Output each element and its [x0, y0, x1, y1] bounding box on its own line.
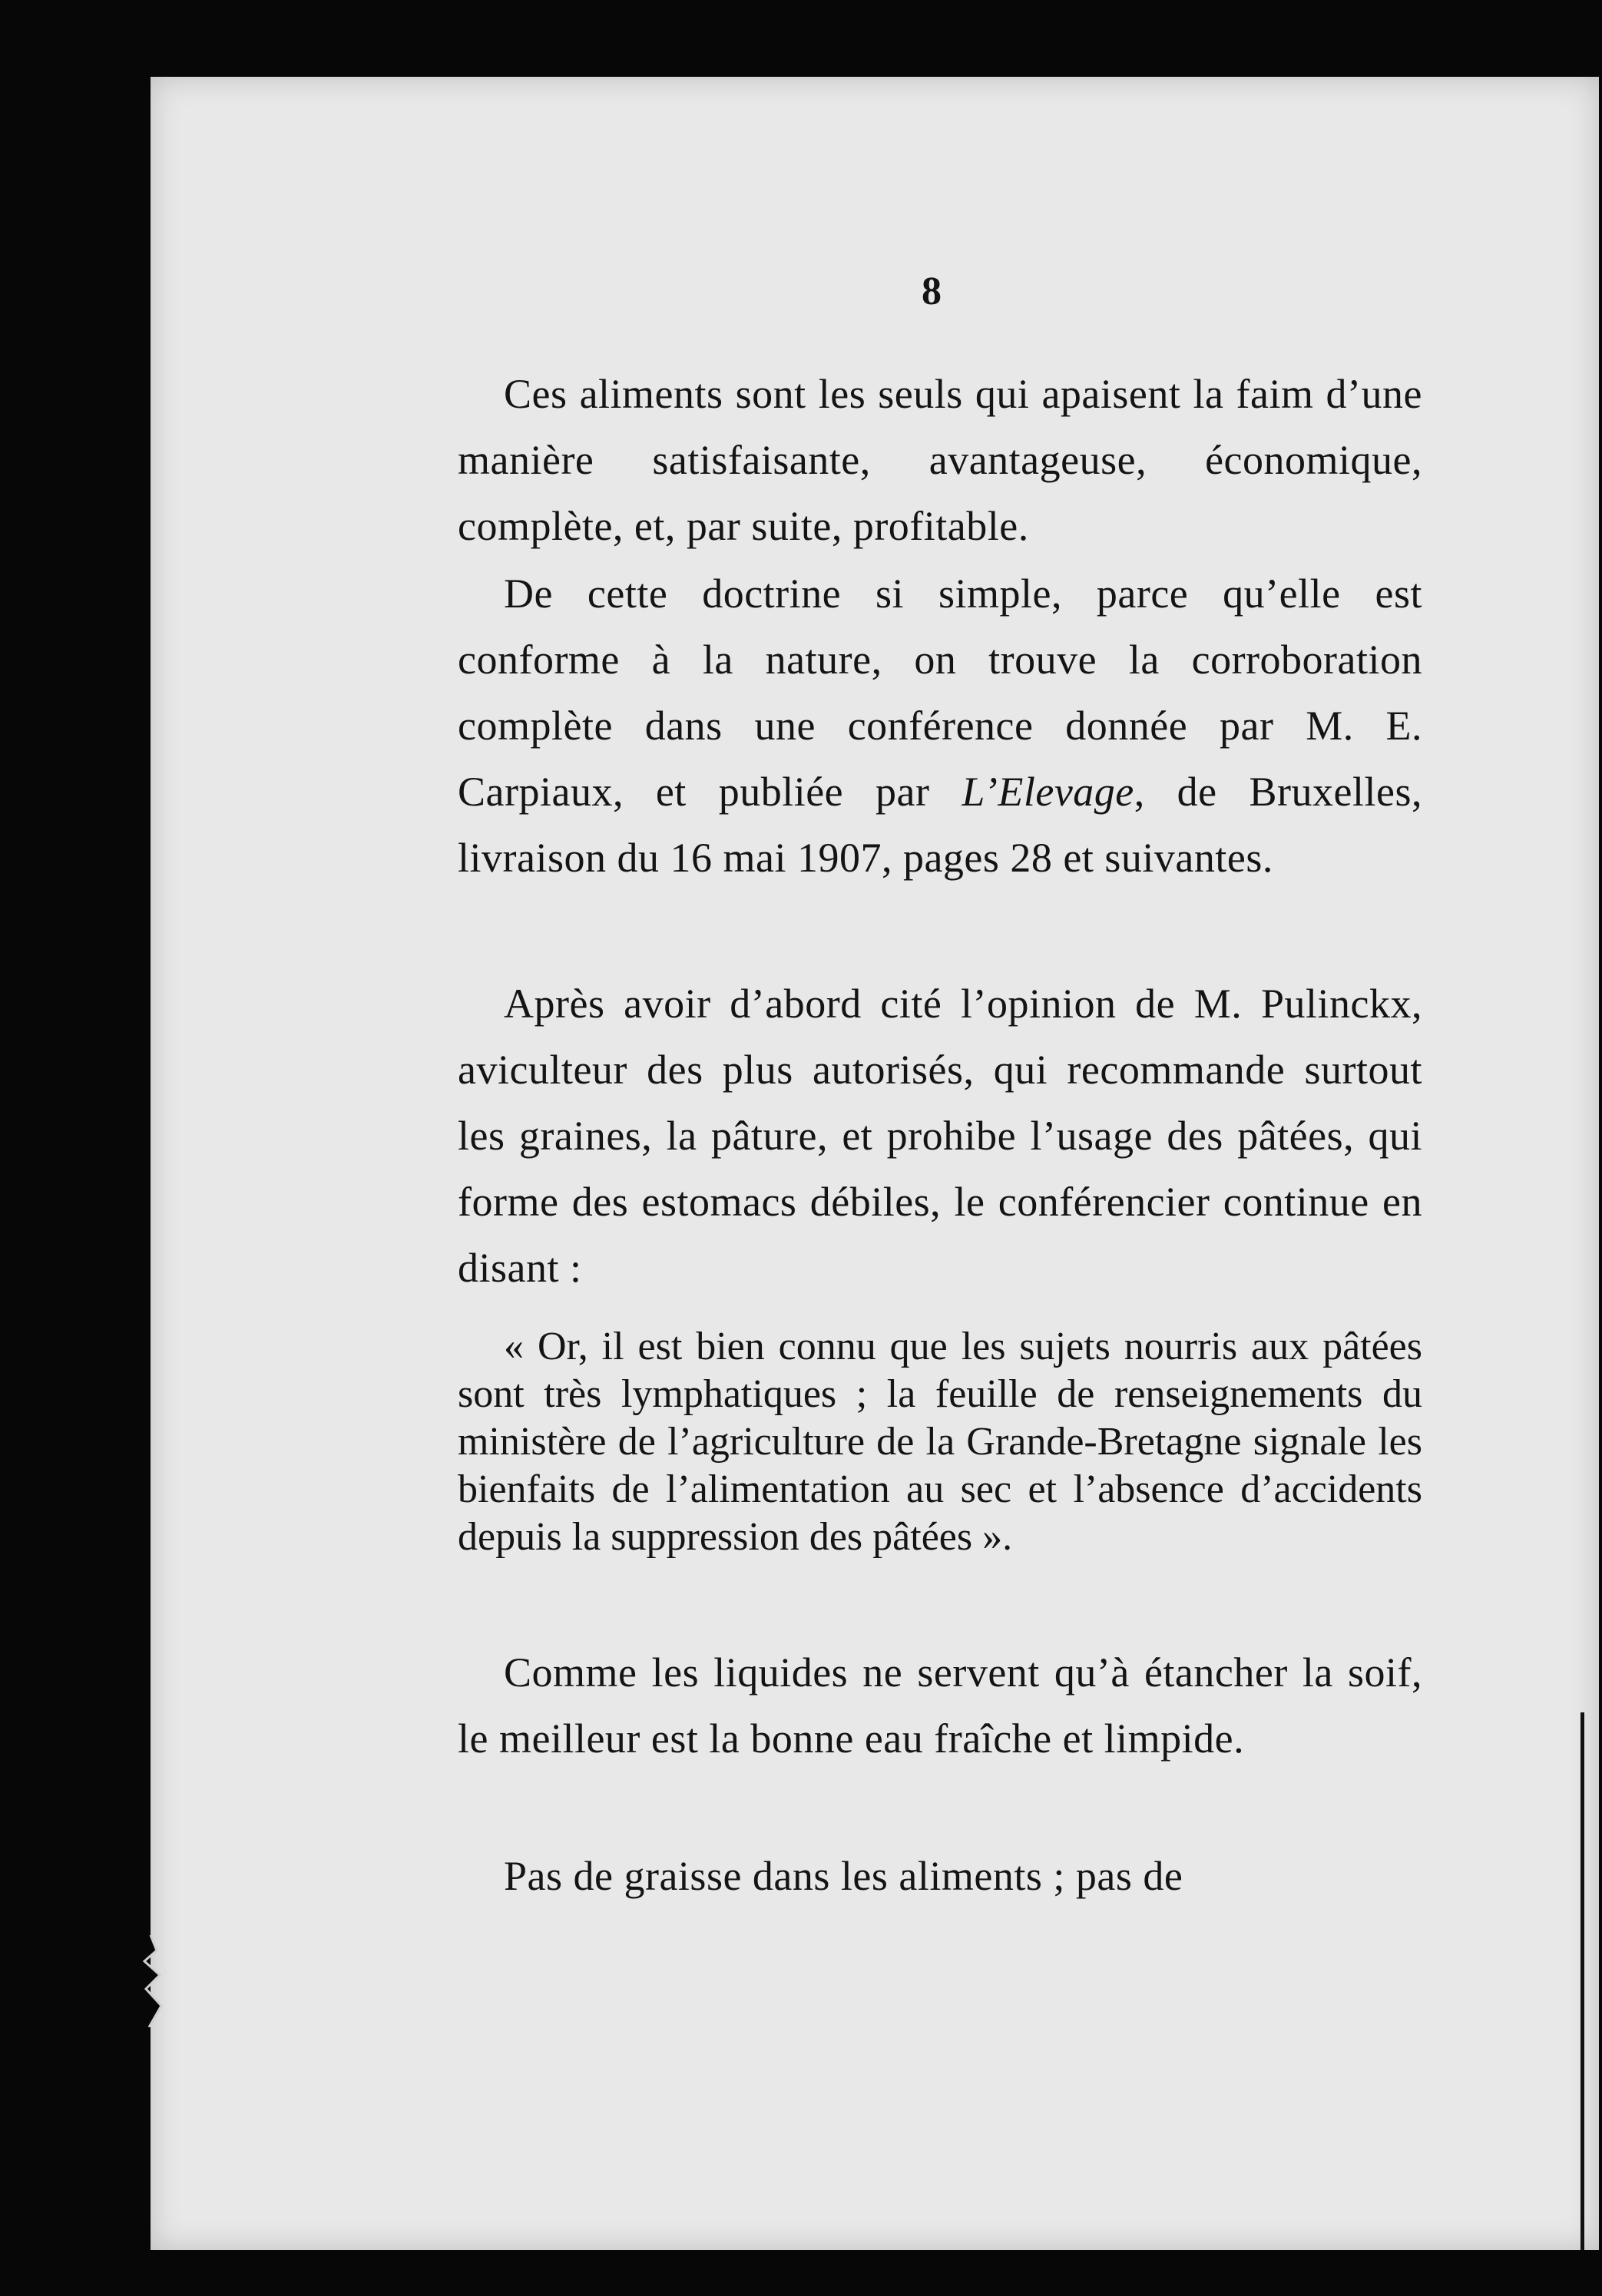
paragraph-2-text-a: De cette doctrine si simple, parce qu’elle est conforme à la nature, on trouve la corroboration complète dans une conférence donnée par M. E. Carpiaux, et publiée par [458, 571, 1422, 815]
paragraph-3: Après avoir d’abord cité l’opinion de M. Pulinckx, aviculteur des plus autorisés, qui recommande surtout les graines, la pâture, et prohibe l’usage des pâtées, qui forme des estomacs débiles, le conférencier continue en disant : [458, 981, 1422, 1291]
page-number: 8 [922, 270, 942, 313]
journal-title: L’Elevage [962, 769, 1134, 815]
paragraph-4: Comme les liquides ne servent qu’à étancher la soif, le meilleur est la bonne eau fraîche et limpide. [458, 1649, 1422, 1762]
paragraph-2 [458, 561, 1422, 891]
torn-corner [80, 1935, 172, 2027]
paragraph-2-text-b: , de Bruxelles, livraison du 16 mai 1907, pages 28 et suivantes. [458, 769, 1422, 881]
paragraph-1: Ces aliments sont les seuls qui apaisent la faim d’une manière satisfaisante, avantageuse, économique, complète, et, par suite, profitable. [458, 371, 1422, 549]
block-quote: « Or, il est bien connu que les sujets nourris aux pâtées sont très lymphatiques ; la feuille de renseignements du ministère de l’agriculture de la Grande-Bretagne signale les bienfaits de l’alimentation au sec et l’absence d’accidents depuis la suppression des pâtées ». [458, 1325, 1422, 1559]
paragraph-5: Pas de graisse dans les aliments ; pas de [504, 1853, 1183, 1899]
binding-edge [1580, 1712, 1584, 2250]
